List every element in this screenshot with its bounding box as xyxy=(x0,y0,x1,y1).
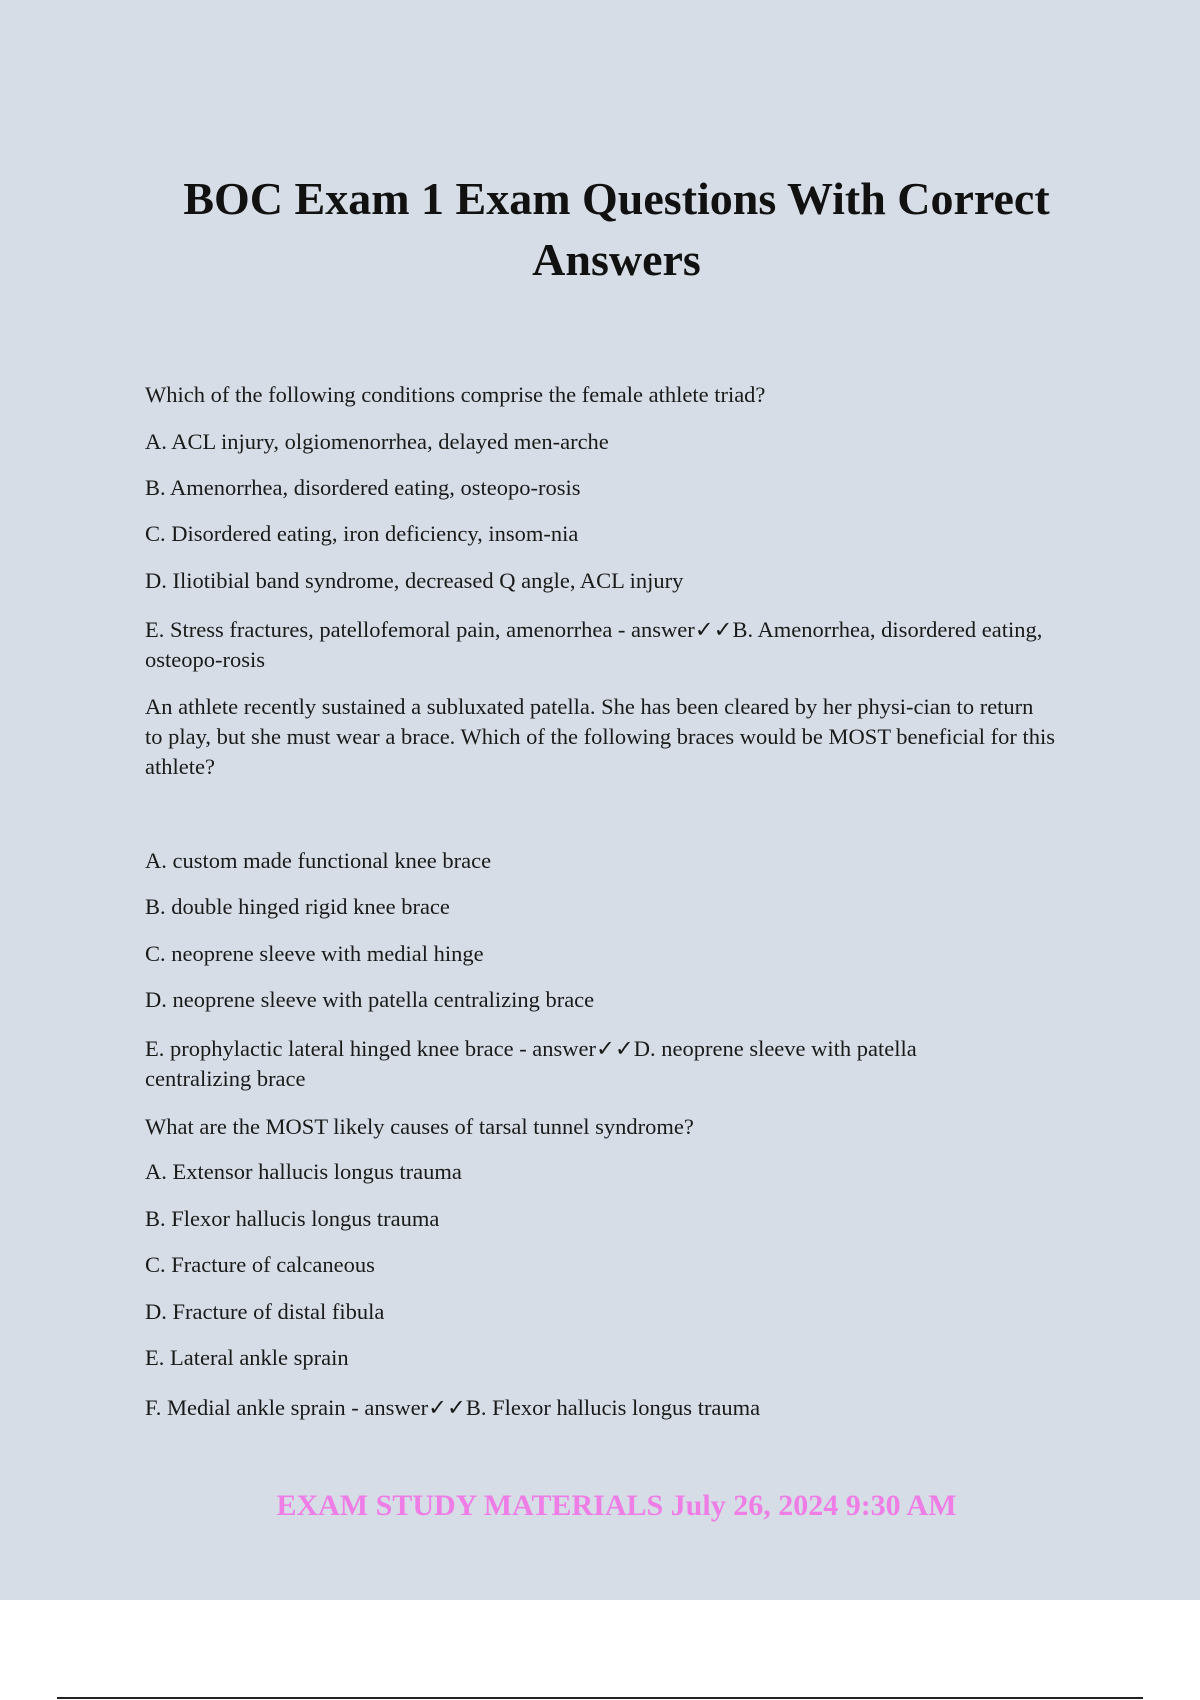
question-3-option-a: A. Extensor hallucis longus trauma xyxy=(145,1159,462,1184)
question-1-option-d: D. Iliotibial band syndrome, decreased Q angle, ACL injury xyxy=(145,568,684,593)
question-2-option-d: D. neoprene sleeve with patella centralizing brace xyxy=(145,987,595,1012)
question-3-prompt: What are the MOST likely causes of tarsal tunnel syndrome? xyxy=(145,1114,694,1139)
question-1-option-c: C. Disordered eating, iron deficiency, insom-nia xyxy=(145,521,579,546)
question-2-prompt: An athlete recently sustained a subluxated patella. She has been cleared by her physi-cian to return to play, but she must wear a brace. Which of the following braces would be MOST beneficial for this athlete? xyxy=(145,694,1055,779)
question-3-option-c: C. Fracture of calcaneous xyxy=(145,1252,375,1277)
bottom-divider xyxy=(57,1697,1143,1699)
question-3-option-f-answer: F. Medial ankle sprain - answer✓✓B. Flexor hallucis longus trauma xyxy=(145,1395,761,1420)
question-3-option-e: E. Lateral ankle sprain xyxy=(145,1345,349,1370)
question-2-option-e-answer: E. prophylactic lateral hinged knee brace - answer✓✓D. neoprene sleeve with patella centralizing brace xyxy=(145,1036,917,1091)
question-1-option-e-answer: E. Stress fractures, patellofemoral pain, amenorrhea - answer✓✓B. Amenorrhea, disordered eating, osteopo-rosis xyxy=(145,617,1043,672)
question-2-option-a: A. custom made functional knee brace xyxy=(145,848,492,873)
question-1-option-a: A. ACL injury, olgiomenorrhea, delayed men-arche xyxy=(145,429,609,454)
question-3-option-d: D. Fracture of distal fibula xyxy=(145,1299,385,1324)
question-1-option-b: B. Amenorrhea, disordered eating, osteopo-rosis xyxy=(145,475,581,500)
question-1-prompt: Which of the following conditions comprise the female athlete triad? xyxy=(145,382,766,407)
question-2-option-b: B. double hinged rigid knee brace xyxy=(145,894,450,919)
footer-watermark-text: EXAM STUDY MATERIALS July 26, 2024 9:30 AM xyxy=(276,1489,957,1522)
question-2-option-c: C. neoprene sleeve with medial hinge xyxy=(145,941,484,966)
page-title: BOC Exam 1 Exam Questions With Correct Answers xyxy=(183,173,1050,285)
question-3-option-b: B. Flexor hallucis longus trauma xyxy=(145,1206,440,1231)
